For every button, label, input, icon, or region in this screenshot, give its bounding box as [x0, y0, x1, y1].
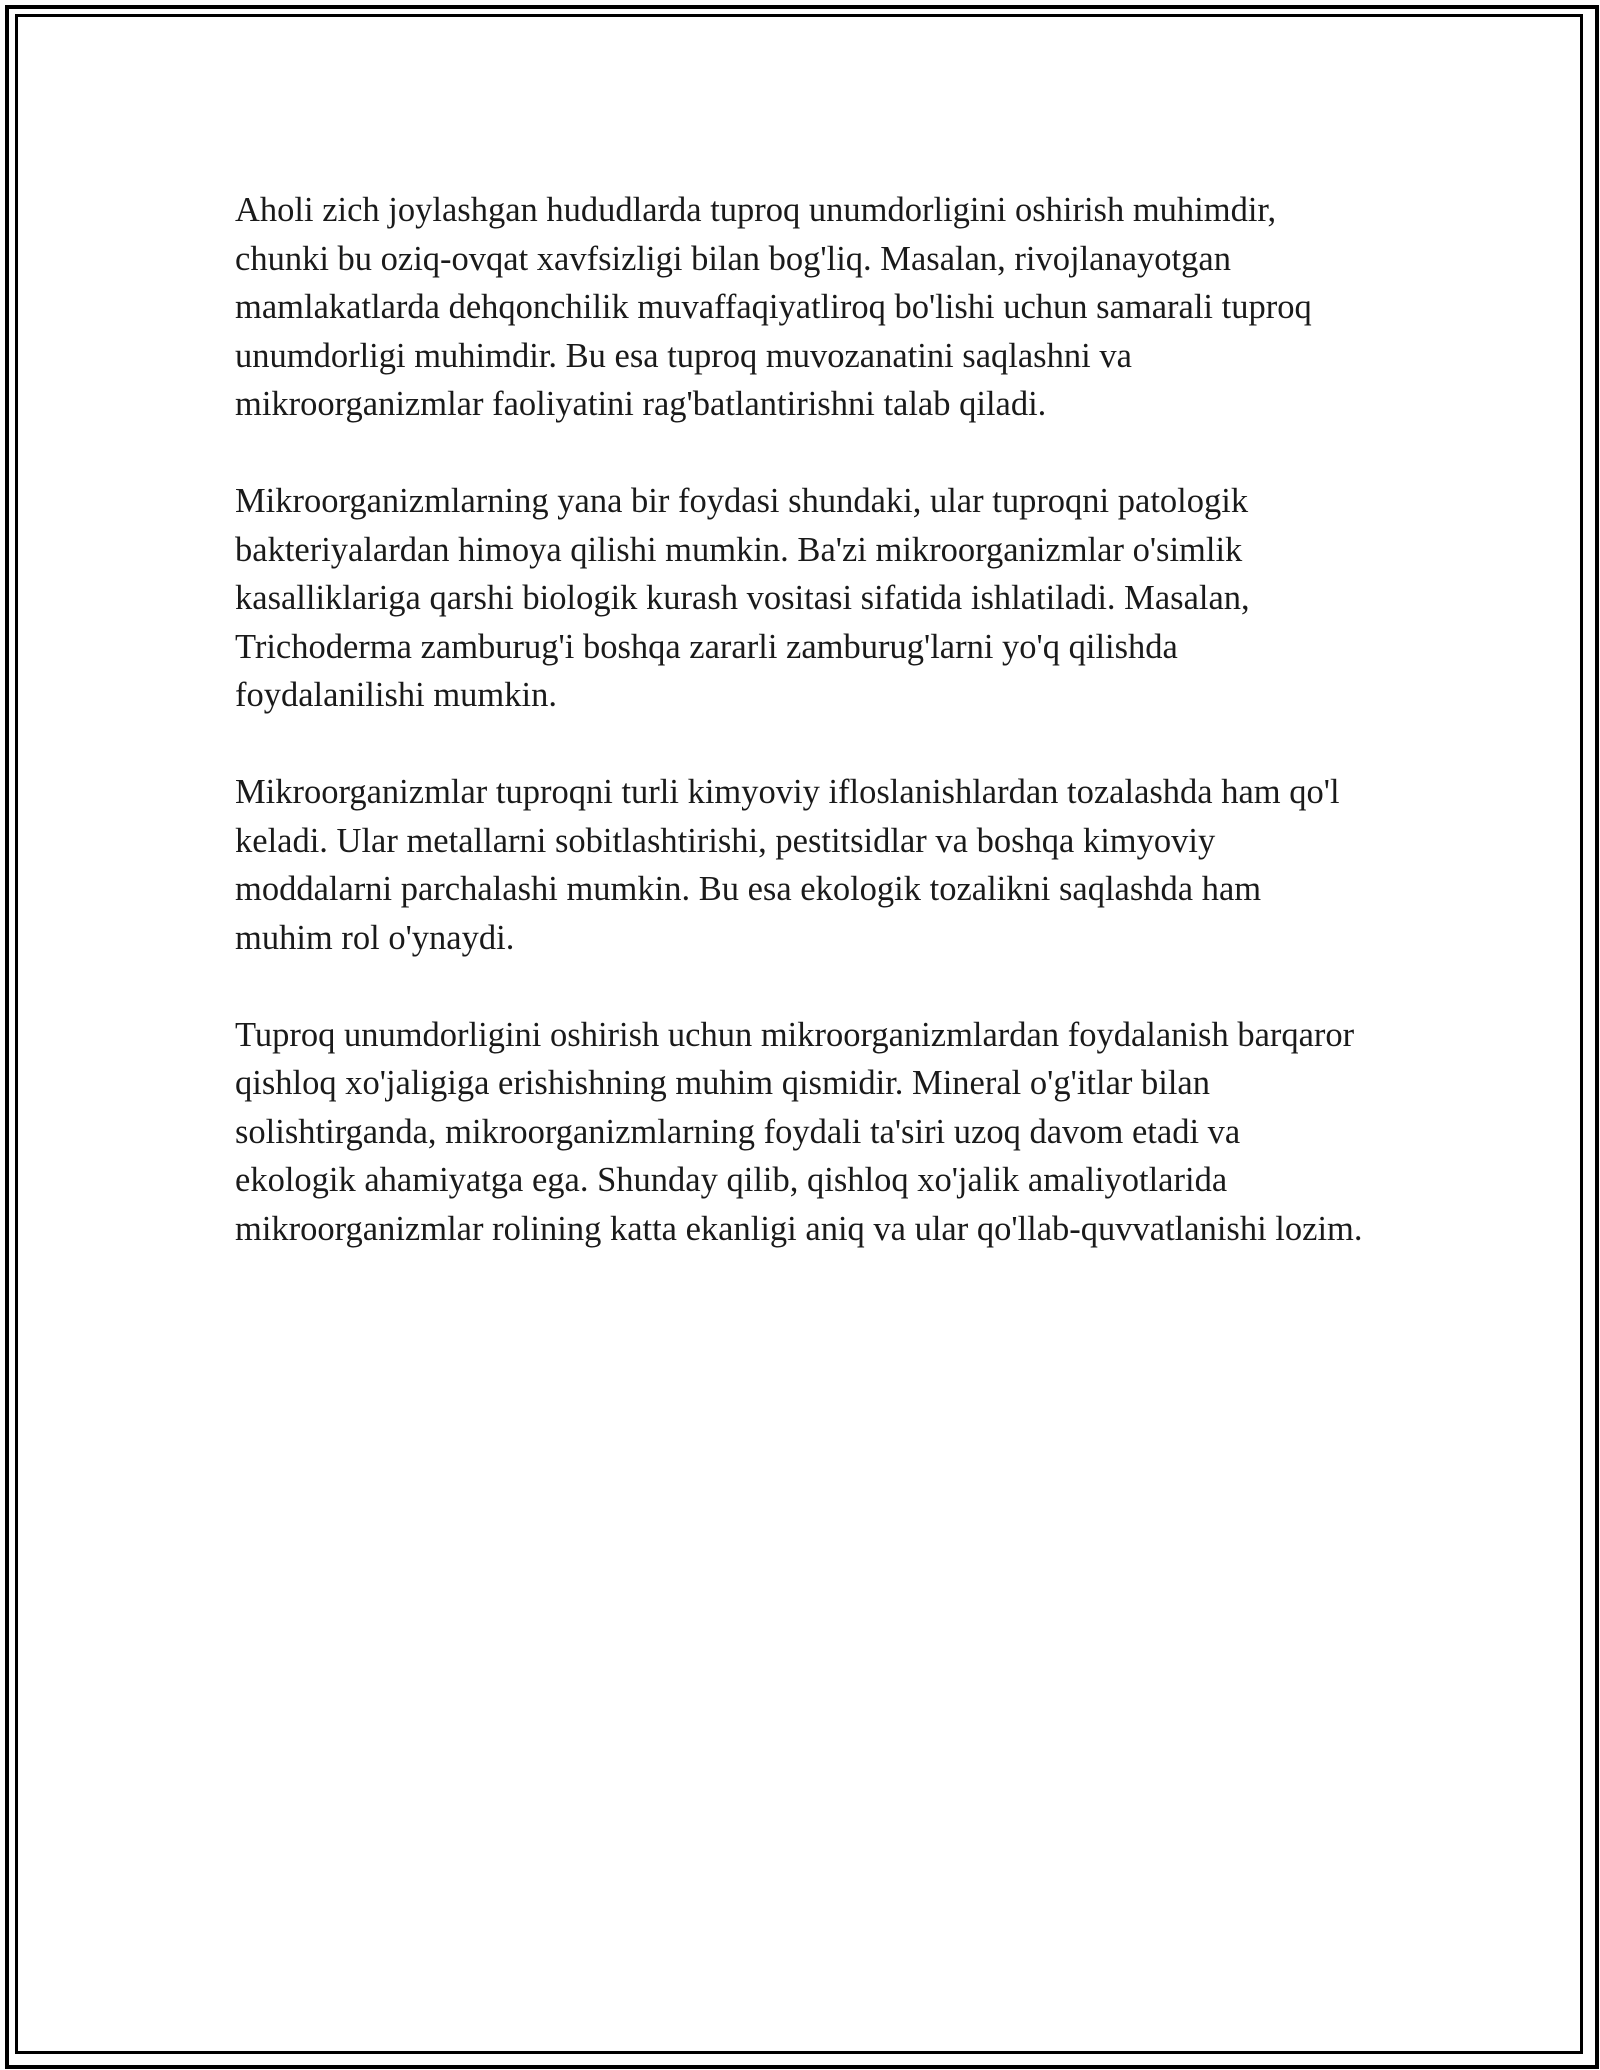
- document-body: [235, 186, 1365, 1253]
- paragraph-3: Mikroorganizmlar tuproqni turli kimyoviy ifloslanishlardan tozalashda ham qo'l keladi. Ular metallarni sobitlashtirishi, pestitsidlar va boshqa kimyoviy moddalarni parchalashi mumkin. Bu esa ekologik tozalikni saqlashda ham muhim rol o'ynaydi.: [235, 773, 1340, 957]
- paragraph-2: Mikroorganizmlarning yana bir foydasi shundaki, ular tuproqni patologik bakteriyalardan himoya qilishi mumkin. Ba'zi mikroorganizmlar o'simlik kasalliklariga qarshi biologik kurash vositasi sifatida ishlatiladi. Masalan, Trichoderma zamburug'i boshqa zararli zamburug'larni yo'q qilishda foydalanilishi mumkin.: [235, 482, 1250, 714]
- paragraph-1: Aholi zich joylashgan hududlarda tuproq unumdorligini oshirish muhimdir, chunki bu oziq-ovqat xavfsizligi bilan bog'liq. Masalan, rivojlanayotgan mamlakatlarda dehqonchilik muvaffaqiyatliroq bo'lishi uchun samarali tuproq unumdorligi muhimdir. Bu esa tuproq muvozanatini saqlashni va mikroorganizmlar faoliyatini rag'batlantirishni talab qiladi.: [235, 191, 1312, 423]
- paragraph-4: Tuproq unumdorligini oshirish uchun mikroorganizmlardan foydalanish barqaror qishloq xo'jaligiga erishishning muhim qismidir. Mineral o'g'itlar bilan solishtirganda, mikroorganizmlarning foydali ta'siri uzoq davom etadi va ekologik ahamiyatga ega. Shunday qilib, qishloq xo'jalik amaliyotlarida mikroorganizmlar rolining katta ekanligi aniq va ular qo'llab-quvvatlanishi lozim.: [235, 1015, 1363, 1248]
